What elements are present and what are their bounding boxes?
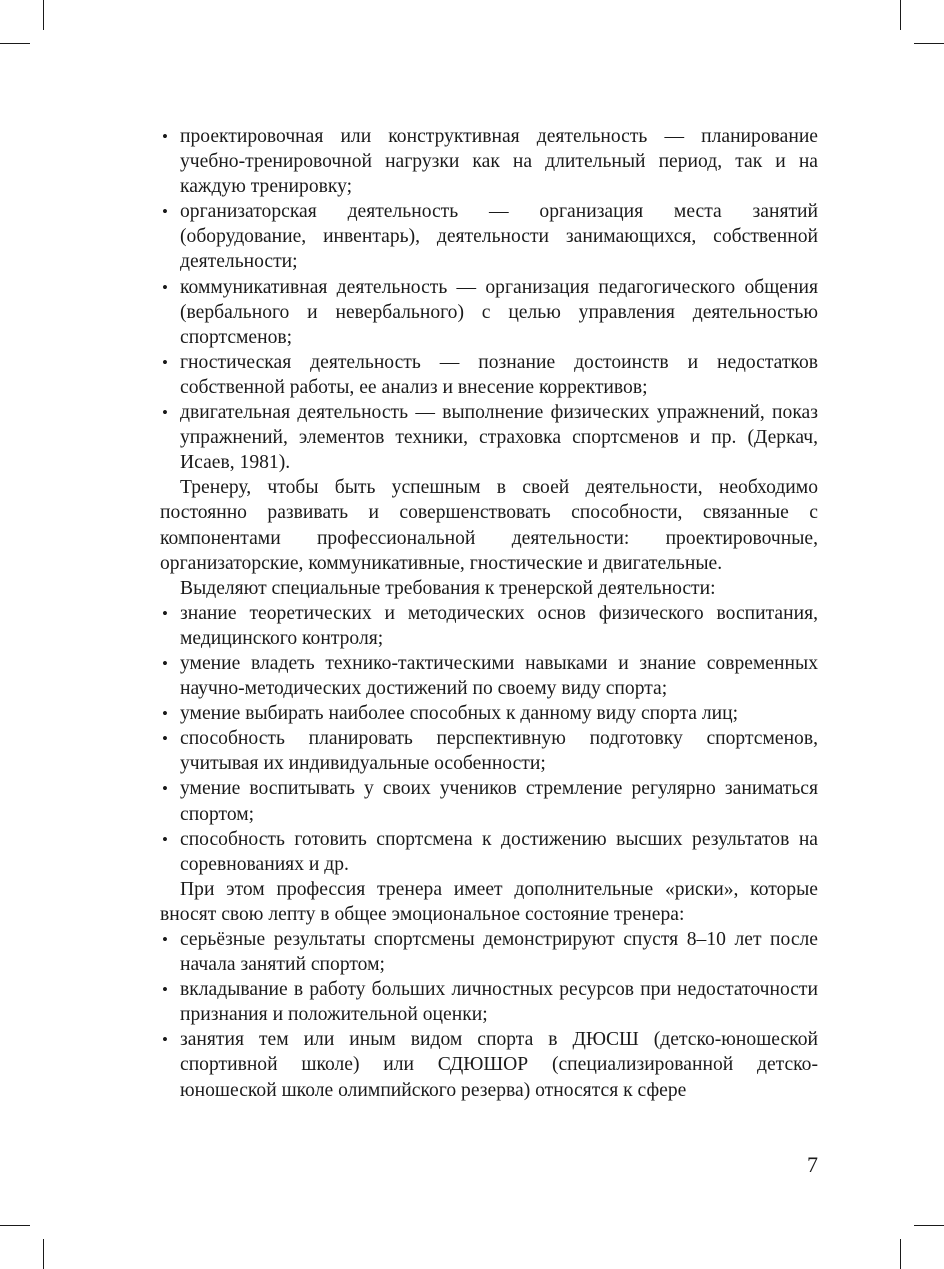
coach-requirements-list bbox=[160, 601, 818, 877]
list-item bbox=[160, 350, 818, 400]
list-item-text: серьёзные результаты спортсмены демонстрируют спустя 8–10 лет после начала занятий спортом; bbox=[180, 929, 818, 976]
list-item bbox=[160, 726, 818, 776]
paragraph: Тренеру, чтобы быть успешным в своей деятельности, необходимо постоянно развивать и совершенствовать способности, связанные с компонентами профессиональной деятельности: проектировочные, организаторские, коммуникативные, гностические и двигательные. bbox=[160, 477, 818, 574]
list-item-text: способность готовить спортсмена к достижению высших результатов на соревнованиях и др. bbox=[180, 828, 818, 875]
list-item bbox=[160, 776, 818, 826]
activity-types-list bbox=[160, 124, 818, 475]
list-item bbox=[160, 701, 818, 726]
list-item-text: умение владеть технико-тактическими навыками и знание современных научно-методических достижений по своему виду спорта; bbox=[180, 652, 818, 700]
bullet-icon: • bbox=[162, 127, 168, 146]
crop-mark-top-right-vertical bbox=[900, 0, 901, 30]
list-item-text: коммуникативная деятельность — организация педагогического общения (вербального и невербального) с целью управления деятельностью спортсменов; bbox=[180, 276, 818, 348]
list-item bbox=[160, 927, 818, 977]
list-item bbox=[160, 400, 818, 475]
paragraph: При этом профессия тренера имеет дополнительные «риски», которые вносят свою лепту в общее эмоциональное состояние тренера: bbox=[160, 878, 818, 925]
list-item-text: умение выбирать наиболее способных к данному виду спорта лиц; bbox=[180, 703, 739, 725]
bullet-icon: • bbox=[162, 704, 168, 724]
bullet-icon: • bbox=[162, 930, 168, 949]
bullet-icon: • bbox=[162, 829, 168, 849]
list-item bbox=[160, 827, 818, 877]
list-item bbox=[160, 651, 818, 701]
list-item bbox=[160, 1027, 818, 1102]
list-item bbox=[160, 977, 818, 1027]
bullet-icon: • bbox=[162, 729, 168, 749]
bullet-icon: • bbox=[162, 1030, 168, 1050]
bullet-icon: • bbox=[162, 202, 168, 222]
list-item-text: гностическая деятельность — познание достоинств и недостатков собственной работы, ее анализ и внесение коррективов; bbox=[180, 351, 818, 398]
list-item bbox=[160, 275, 818, 350]
list-item bbox=[160, 601, 818, 651]
bullet-icon: • bbox=[162, 603, 168, 623]
list-item bbox=[160, 199, 818, 274]
bullet-icon: • bbox=[162, 403, 168, 423]
bullet-icon: • bbox=[162, 352, 168, 372]
crop-mark-top-left-vertical bbox=[43, 0, 44, 30]
page-number: 7 bbox=[807, 1152, 818, 1177]
crop-mark-bottom-right-vertical bbox=[900, 1239, 901, 1269]
crop-mark-top-left-horizontal bbox=[0, 43, 30, 44]
list-item-text: проектировочная или конструктивная деятельность — планирование учебно-тренировочной нагрузки как на длительный период, так и на каждую тренировку; bbox=[180, 126, 818, 198]
bullet-icon: • bbox=[162, 653, 168, 673]
paragraph: Выделяют специальные требования к тренерской деятельности: bbox=[180, 577, 716, 599]
crop-mark-bottom-left-horizontal bbox=[0, 1225, 30, 1226]
list-item-text: вкладывание в работу больших личностных ресурсов при недостаточности признания и положительной оценки; bbox=[180, 979, 818, 1026]
page-body bbox=[160, 124, 818, 1103]
list-item-text: знание теоретических и методических основ физического воспитания, медицинского контроля; bbox=[180, 602, 818, 649]
crop-mark-bottom-left-vertical bbox=[43, 1239, 44, 1269]
list-item-text: способность планировать перспективную подготовку спортсменов, учитывая их индивидуальные особенности; bbox=[180, 728, 818, 775]
bullet-icon: • bbox=[162, 980, 168, 1000]
coach-risks-list bbox=[160, 927, 818, 1103]
list-item-text: умение воспитывать у своих учеников стремление регулярно заниматься спортом; bbox=[180, 778, 818, 825]
list-item-text: занятия тем или иным видом спорта в ДЮСШ (детско-юношеской спортивной школе) или СДЮШОР (специализированной детско-юношеской школе олимпийского резерва) относятся к сфере bbox=[180, 1029, 818, 1101]
bullet-icon: • bbox=[162, 277, 168, 297]
crop-mark-bottom-right-horizontal bbox=[914, 1225, 944, 1226]
crop-mark-top-right-horizontal bbox=[914, 43, 944, 44]
list-item bbox=[160, 124, 818, 199]
list-item-text: организаторская деятельность — организация места занятий (оборудование, инвентарь), деятельности занимающихся, собственной деятельности; bbox=[180, 201, 818, 273]
list-item-text: двигательная деятельность — выполнение физических упражнений, показ упражнений, элементов техники, страховка спортсменов и пр. (Деркач, Исаев, 1981). bbox=[180, 402, 818, 474]
bullet-icon: • bbox=[162, 779, 168, 799]
